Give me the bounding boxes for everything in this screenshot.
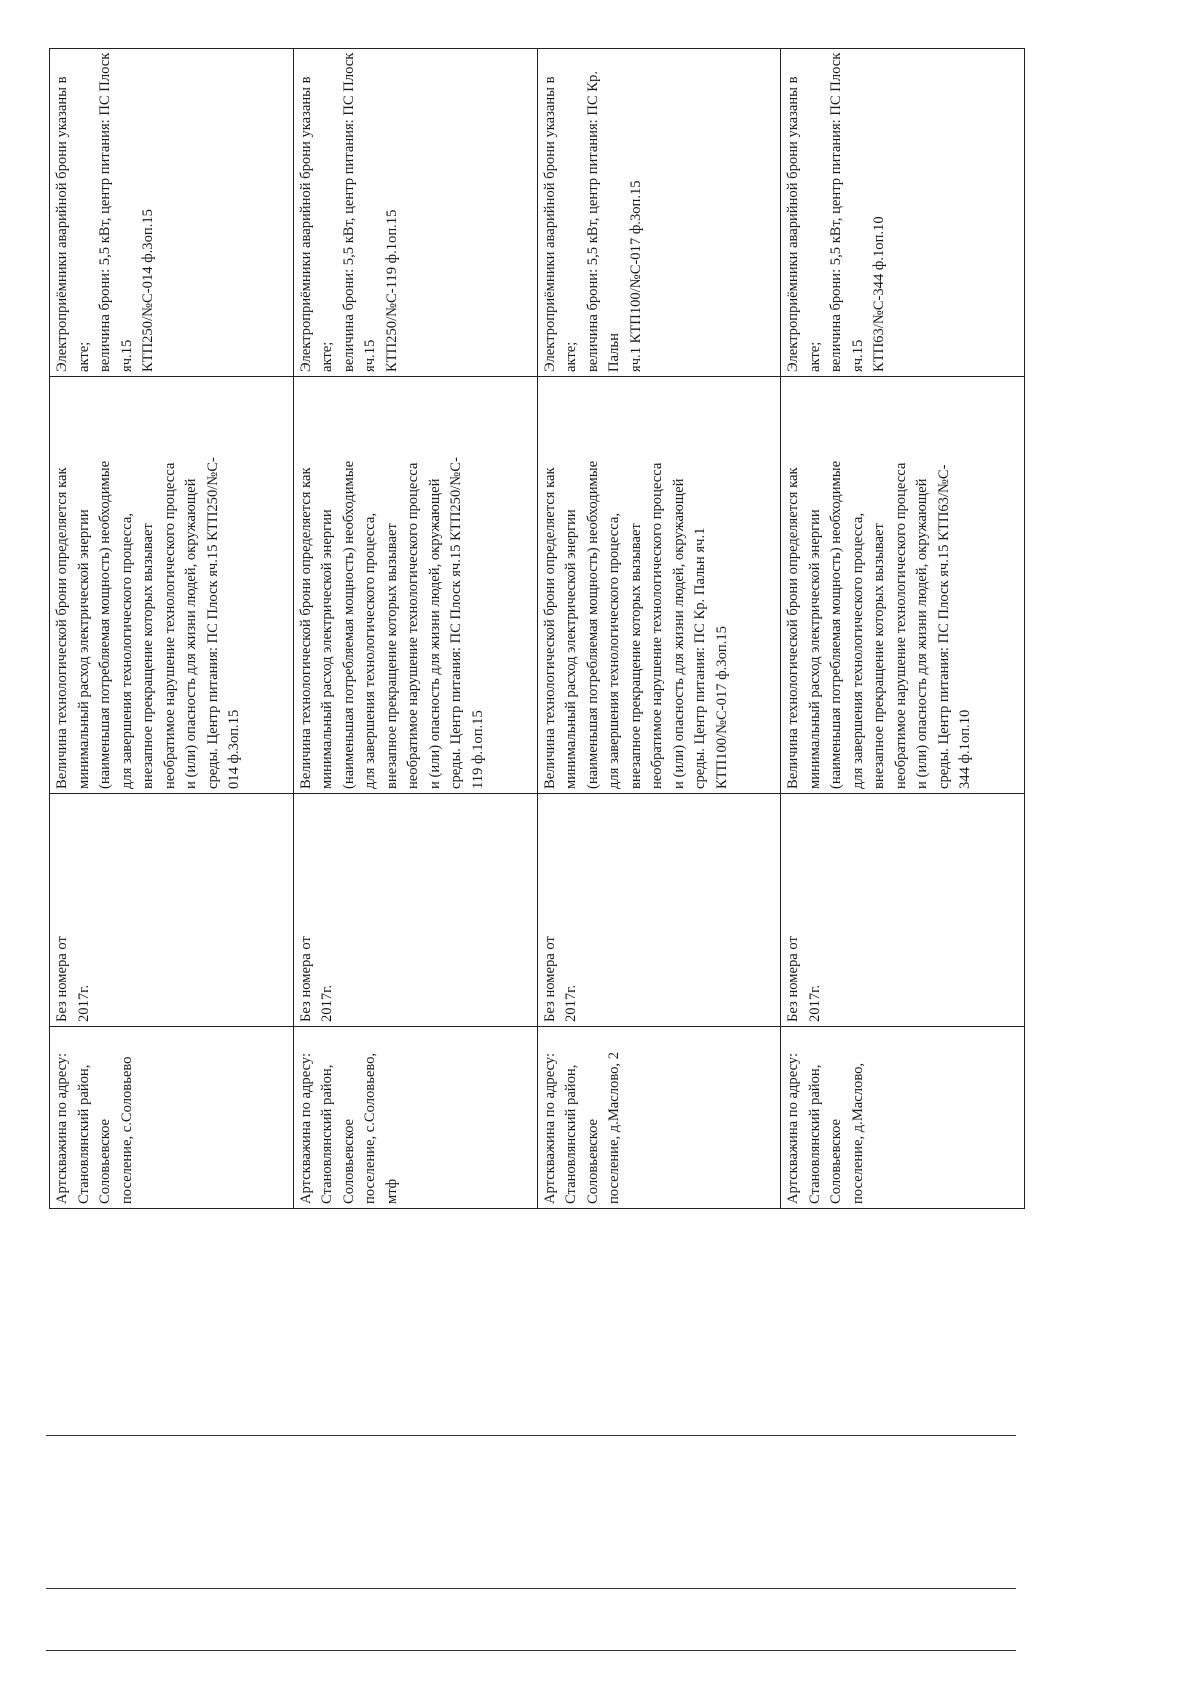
rotated-table-container	[49, 49, 1025, 1209]
address-cell: Артскважина по адресу: Становлянский район, Соловьевское поселение, с.Соловьево, мтф	[293, 1027, 537, 1209]
table-row	[781, 49, 1025, 1209]
table-row	[537, 49, 781, 1209]
address-cell: Артскважина по адресу: Становлянский район, Соловьевское поселение, д.Маслово,	[781, 1027, 1025, 1209]
tech-reserve-cell: Величина технологической брони определяется как минимальный расход электрической энергии (наименьшая потребляемая мощность) необходимые для завершения технологического процесса, внезапное прекращение которых вызывает необратимое нарушение технологического процесса и (или) опасность для жизни людей, окружающей среды. Центр питания: ПС Плоск яч.15 КТП250/№С- 014 ф.3оп.15	[50, 377, 294, 794]
act-cell: Без номера от 2017г.	[50, 794, 294, 1027]
address-cell: Артскважина по адресу: Становлянский район, Соловьевское поселение, д.Маслово, 2	[537, 1027, 781, 1209]
act-cell: Без номера от 2017г.	[537, 794, 781, 1027]
table-row	[293, 49, 537, 1209]
tech-reserve-cell: Величина технологической брони определяется как минимальный расход электрической энергии (наименьшая потребляемая мощность) необходимые для завершения технологического процесса, внезапное прекращение которых вызывает необратимое нарушение технологического процесса и (или) опасность для жизни людей, окружающей среды. Центр питания: ПС Плоск яч.15 КТП250/№С- 119 ф.1оп.15	[293, 377, 537, 794]
table-row	[50, 49, 294, 1209]
separator-line	[46, 1650, 1016, 1651]
separator-line	[46, 1588, 1016, 1589]
reservation-table	[49, 48, 1025, 1209]
tech-reserve-cell: Величина технологической брони определяется как минимальный расход электрической энергии (наименьшая потребляемая мощность) необходимые для завершения технологического процесса, внезапное прекращение которых вызывает необратимое нарушение технологического процесса и (или) опасность для жизни людей, окружающей среды. Центр питания: ПС Плоск яч.15 КТП63/№С- 344 ф.1оп.10	[781, 377, 1025, 794]
emergency-reserve-cell: Электроприёмники аварийной брони указаны в акте; величина брони: 5,5 кВт, центр питания: ПС Плоск яч.15 КТП63/№С-344 ф.1оп.10	[781, 49, 1025, 377]
emergency-reserve-cell: Электроприёмники аварийной брони указаны в акте; величина брони: 5,5 кВт, центр питания: ПС Плоск яч.15 КТП250/№С-014 ф.3оп.15	[50, 49, 294, 377]
tech-reserve-cell: Величина технологической брони определяется как минимальный расход электрической энергии (наименьшая потребляемая мощность) необходимые для завершения технологического процесса, внезапное прекращение которых вызывает необратимое нарушение технологического процесса и (или) опасность для жизни людей, окружающей среды. Центр питания: ПС Кр. Пальн яч.1 КТП100/№С-017 ф.3оп.15	[537, 377, 781, 794]
act-cell: Без номера от 2017г.	[293, 794, 537, 1027]
address-cell: Артскважина по адресу: Становлянский район, Соловьевское поселение, с.Соловьево	[50, 1027, 294, 1209]
separator-line	[46, 1435, 1016, 1436]
emergency-reserve-cell: Электроприёмники аварийной брони указаны в акте; величина брони: 5,5 кВт, центр питания: ПС Плоск яч.15 КТП250/№С-119 ф.1оп.15	[293, 49, 537, 377]
act-cell: Без номера от 2017г.	[781, 794, 1025, 1027]
emergency-reserve-cell: Электроприёмники аварийной брони указаны в акте; величина брони: 5,5 кВт, центр питания: ПС Кр. Пальн яч.1 КТП100/№С-017 ф.3оп.15	[537, 49, 781, 377]
